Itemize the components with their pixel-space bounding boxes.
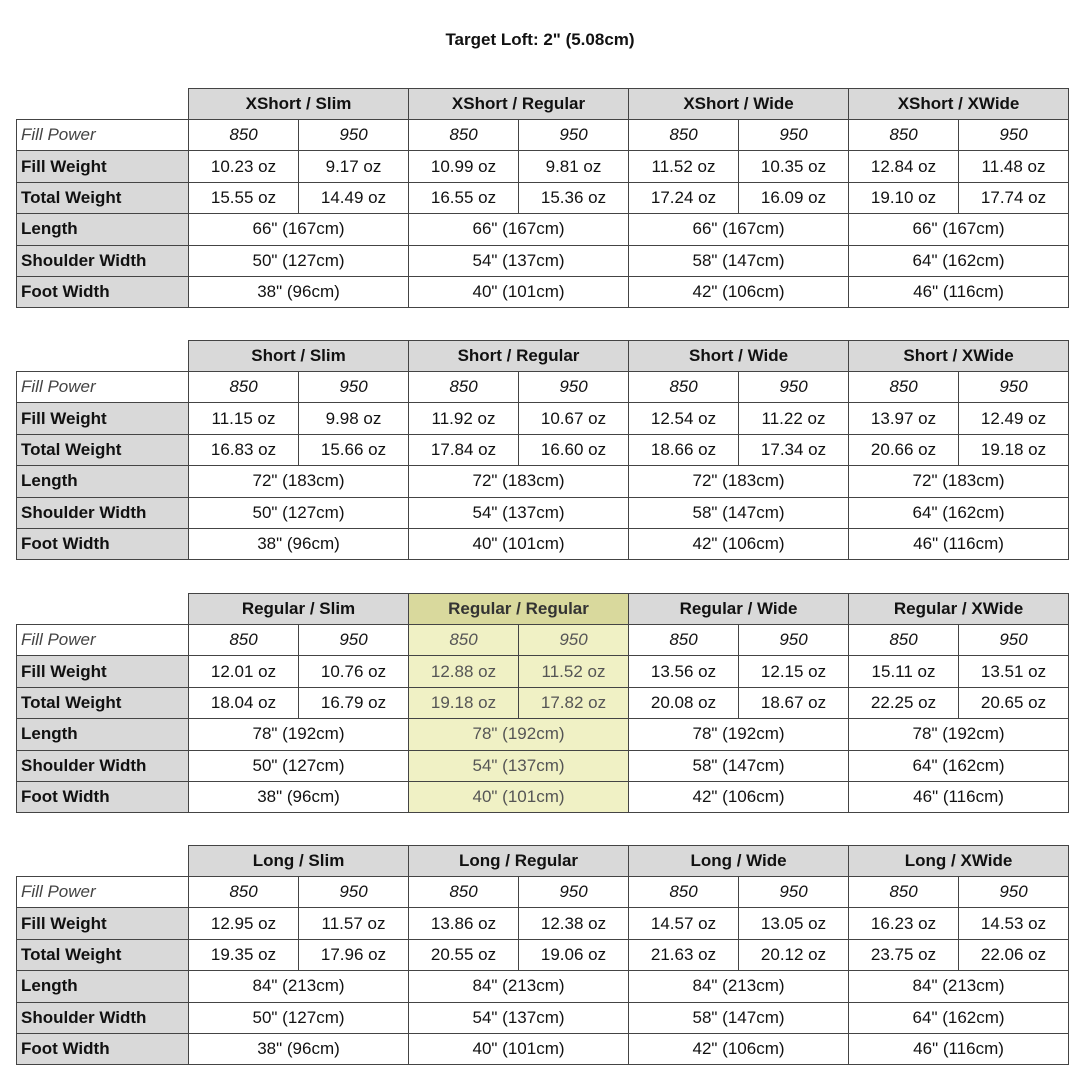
row-label: Length: [17, 466, 189, 497]
value-cell: 12.54 oz: [629, 403, 739, 434]
value-cell: 84" (213cm): [189, 971, 409, 1002]
corner-blank: [17, 341, 189, 372]
value-cell: 46" (116cm): [849, 528, 1069, 559]
value-cell: 9.81 oz: [519, 151, 629, 182]
value-cell: 58" (147cm): [629, 245, 849, 276]
value-cell: 950: [299, 372, 409, 403]
value-cell: 15.55 oz: [189, 182, 299, 213]
table-header-row: [17, 594, 1069, 625]
value-cell: 42" (106cm): [629, 276, 849, 307]
value-cell: 58" (147cm): [629, 497, 849, 528]
value-cell: 850: [189, 372, 299, 403]
value-cell: 16.83 oz: [189, 434, 299, 465]
row-label: Total Weight: [17, 687, 189, 718]
value-cell: 64" (162cm): [849, 1002, 1069, 1033]
value-cell: 15.36 oz: [519, 182, 629, 213]
value-cell: 16.60 oz: [519, 434, 629, 465]
value-cell: 19.18 oz: [959, 434, 1069, 465]
size-header: Short / Regular: [409, 341, 629, 372]
table-row: [17, 877, 1069, 908]
row-label: Shoulder Width: [17, 245, 189, 276]
row-label: Fill Power: [17, 877, 189, 908]
value-cell: 20.65 oz: [959, 687, 1069, 718]
row-label: Foot Width: [17, 528, 189, 559]
value-cell: 20.66 oz: [849, 434, 959, 465]
table-row: [17, 1002, 1069, 1033]
size-header: Long / Wide: [629, 846, 849, 877]
value-cell: 850: [189, 625, 299, 656]
size-header: Long / XWide: [849, 846, 1069, 877]
value-cell: 17.84 oz: [409, 434, 519, 465]
row-label: Fill Weight: [17, 403, 189, 434]
table-row: [17, 625, 1069, 656]
value-cell: 64" (162cm): [849, 497, 1069, 528]
row-label: Foot Width: [17, 276, 189, 307]
size-table: [16, 88, 1069, 308]
value-cell: 58" (147cm): [629, 1002, 849, 1033]
table-row: [17, 151, 1069, 182]
row-label: Fill Power: [17, 372, 189, 403]
value-cell: 850: [849, 625, 959, 656]
value-cell: 14.57 oz: [629, 908, 739, 939]
value-cell: 850: [409, 877, 519, 908]
value-cell: 50" (127cm): [189, 245, 409, 276]
table-row: [17, 528, 1069, 559]
size-header: Short / XWide: [849, 341, 1069, 372]
value-cell: 850: [629, 120, 739, 151]
value-cell: 16.55 oz: [409, 182, 519, 213]
value-cell: 850: [849, 877, 959, 908]
value-cell: 72" (183cm): [629, 466, 849, 497]
value-cell: 38" (96cm): [189, 1033, 409, 1064]
value-cell: 66" (167cm): [189, 214, 409, 245]
row-label: Fill Power: [17, 120, 189, 151]
value-cell: 72" (183cm): [849, 466, 1069, 497]
value-cell: 11.15 oz: [189, 403, 299, 434]
table-row: [17, 497, 1069, 528]
corner-blank: [17, 89, 189, 120]
value-cell: 50" (127cm): [189, 1002, 409, 1033]
table-row: [17, 1033, 1069, 1064]
value-cell: 11.92 oz: [409, 403, 519, 434]
value-cell: 18.66 oz: [629, 434, 739, 465]
value-cell: 17.96 oz: [299, 939, 409, 970]
value-cell: 10.23 oz: [189, 151, 299, 182]
value-cell: 850: [189, 120, 299, 151]
value-cell: 12.88 oz: [409, 656, 519, 687]
value-cell: 850: [629, 372, 739, 403]
table-row: [17, 403, 1069, 434]
row-label: Fill Power: [17, 625, 189, 656]
value-cell: 9.17 oz: [299, 151, 409, 182]
size-header: XShort / Slim: [189, 89, 409, 120]
value-cell: 11.22 oz: [739, 403, 849, 434]
value-cell: 78" (192cm): [849, 719, 1069, 750]
row-label: Shoulder Width: [17, 750, 189, 781]
value-cell: 11.52 oz: [519, 656, 629, 687]
value-cell: 78" (192cm): [409, 719, 629, 750]
value-cell: 18.04 oz: [189, 687, 299, 718]
table-row: [17, 434, 1069, 465]
value-cell: 12.95 oz: [189, 908, 299, 939]
size-table: [16, 340, 1069, 560]
value-cell: 78" (192cm): [189, 719, 409, 750]
value-cell: 40" (101cm): [409, 528, 629, 559]
value-cell: 19.35 oz: [189, 939, 299, 970]
size-header: XShort / Regular: [409, 89, 629, 120]
value-cell: 66" (167cm): [849, 214, 1069, 245]
value-cell: 18.67 oz: [739, 687, 849, 718]
table-row: [17, 750, 1069, 781]
value-cell: 17.24 oz: [629, 182, 739, 213]
size-header: XShort / XWide: [849, 89, 1069, 120]
row-label: Foot Width: [17, 1033, 189, 1064]
row-label: Shoulder Width: [17, 497, 189, 528]
value-cell: 21.63 oz: [629, 939, 739, 970]
corner-blank: [17, 594, 189, 625]
size-header: Short / Wide: [629, 341, 849, 372]
table-row: [17, 372, 1069, 403]
value-cell: 50" (127cm): [189, 750, 409, 781]
value-cell: 20.08 oz: [629, 687, 739, 718]
value-cell: 17.74 oz: [959, 182, 1069, 213]
value-cell: 84" (213cm): [849, 971, 1069, 1002]
page-title: Target Loft: 2" (5.08cm): [445, 30, 635, 49]
value-cell: 950: [739, 877, 849, 908]
value-cell: 950: [299, 877, 409, 908]
value-cell: 84" (213cm): [409, 971, 629, 1002]
size-header: Regular / XWide: [849, 594, 1069, 625]
row-label: Fill Weight: [17, 151, 189, 182]
value-cell: 22.25 oz: [849, 687, 959, 718]
value-cell: 950: [519, 877, 629, 908]
table-row: [17, 466, 1069, 497]
value-cell: 50" (127cm): [189, 497, 409, 528]
value-cell: 58" (147cm): [629, 750, 849, 781]
size-table: [16, 593, 1069, 813]
row-label: Total Weight: [17, 434, 189, 465]
value-cell: 42" (106cm): [629, 781, 849, 812]
value-cell: 64" (162cm): [849, 245, 1069, 276]
value-cell: 14.53 oz: [959, 908, 1069, 939]
table-row: [17, 182, 1069, 213]
value-cell: 72" (183cm): [409, 466, 629, 497]
value-cell: 19.18 oz: [409, 687, 519, 718]
value-cell: 13.86 oz: [409, 908, 519, 939]
value-cell: 38" (96cm): [189, 781, 409, 812]
value-cell: 13.56 oz: [629, 656, 739, 687]
size-header: Short / Slim: [189, 341, 409, 372]
row-label: Fill Weight: [17, 656, 189, 687]
value-cell: 11.57 oz: [299, 908, 409, 939]
table-row: [17, 971, 1069, 1002]
value-cell: 66" (167cm): [409, 214, 629, 245]
table-row: [17, 656, 1069, 687]
row-label: Length: [17, 971, 189, 1002]
size-header: Long / Regular: [409, 846, 629, 877]
value-cell: 78" (192cm): [629, 719, 849, 750]
table-header-row: [17, 341, 1069, 372]
value-cell: 42" (106cm): [629, 1033, 849, 1064]
value-cell: 950: [959, 625, 1069, 656]
table-header-row: [17, 89, 1069, 120]
value-cell: 13.51 oz: [959, 656, 1069, 687]
table-row: [17, 687, 1069, 718]
value-cell: 54" (137cm): [409, 750, 629, 781]
value-cell: 16.09 oz: [739, 182, 849, 213]
value-cell: 950: [959, 372, 1069, 403]
value-cell: 850: [409, 625, 519, 656]
value-cell: 15.66 oz: [299, 434, 409, 465]
value-cell: 850: [409, 372, 519, 403]
row-label: Fill Weight: [17, 908, 189, 939]
value-cell: 54" (137cm): [409, 245, 629, 276]
value-cell: 850: [629, 877, 739, 908]
value-cell: 72" (183cm): [189, 466, 409, 497]
value-cell: 850: [409, 120, 519, 151]
table-row: [17, 908, 1069, 939]
value-cell: 54" (137cm): [409, 497, 629, 528]
value-cell: 9.98 oz: [299, 403, 409, 434]
value-cell: 950: [519, 372, 629, 403]
table-row: [17, 214, 1069, 245]
value-cell: 38" (96cm): [189, 276, 409, 307]
value-cell: 46" (116cm): [849, 276, 1069, 307]
value-cell: 46" (116cm): [849, 1033, 1069, 1064]
value-cell: 950: [959, 877, 1069, 908]
row-label: Foot Width: [17, 781, 189, 812]
row-label: Total Weight: [17, 182, 189, 213]
value-cell: 11.52 oz: [629, 151, 739, 182]
corner-blank: [17, 846, 189, 877]
table-row: [17, 120, 1069, 151]
table-row: [17, 939, 1069, 970]
value-cell: 16.23 oz: [849, 908, 959, 939]
table-row: [17, 781, 1069, 812]
size-header: Regular / Wide: [629, 594, 849, 625]
value-cell: 17.82 oz: [519, 687, 629, 718]
value-cell: 15.11 oz: [849, 656, 959, 687]
value-cell: 40" (101cm): [409, 1033, 629, 1064]
value-cell: 84" (213cm): [629, 971, 849, 1002]
value-cell: 950: [959, 120, 1069, 151]
value-cell: 40" (101cm): [409, 276, 629, 307]
value-cell: 38" (96cm): [189, 528, 409, 559]
value-cell: 14.49 oz: [299, 182, 409, 213]
value-cell: 950: [519, 625, 629, 656]
value-cell: 40" (101cm): [409, 781, 629, 812]
value-cell: 20.12 oz: [739, 939, 849, 970]
table-row: [17, 245, 1069, 276]
value-cell: 22.06 oz: [959, 939, 1069, 970]
value-cell: 10.35 oz: [739, 151, 849, 182]
value-cell: 17.34 oz: [739, 434, 849, 465]
value-cell: 850: [849, 372, 959, 403]
value-cell: 850: [849, 120, 959, 151]
value-cell: 850: [189, 877, 299, 908]
value-cell: 23.75 oz: [849, 939, 959, 970]
row-label: Length: [17, 719, 189, 750]
table-header-row: [17, 846, 1069, 877]
size-header: Long / Slim: [189, 846, 409, 877]
value-cell: 11.48 oz: [959, 151, 1069, 182]
size-table: [16, 845, 1069, 1065]
value-cell: 950: [739, 120, 849, 151]
value-cell: 42" (106cm): [629, 528, 849, 559]
row-label: Length: [17, 214, 189, 245]
value-cell: 12.15 oz: [739, 656, 849, 687]
value-cell: 12.84 oz: [849, 151, 959, 182]
value-cell: 46" (116cm): [849, 781, 1069, 812]
value-cell: 54" (137cm): [409, 1002, 629, 1033]
value-cell: 10.76 oz: [299, 656, 409, 687]
table-row: [17, 719, 1069, 750]
size-header: XShort / Wide: [629, 89, 849, 120]
value-cell: 16.79 oz: [299, 687, 409, 718]
size-header: Regular / Slim: [189, 594, 409, 625]
size-header: Regular / Regular: [409, 594, 629, 625]
row-label: Shoulder Width: [17, 1002, 189, 1033]
row-label: Total Weight: [17, 939, 189, 970]
value-cell: 19.06 oz: [519, 939, 629, 970]
value-cell: 12.49 oz: [959, 403, 1069, 434]
value-cell: 12.01 oz: [189, 656, 299, 687]
value-cell: 19.10 oz: [849, 182, 959, 213]
value-cell: 950: [739, 625, 849, 656]
value-cell: 950: [739, 372, 849, 403]
value-cell: 13.05 oz: [739, 908, 849, 939]
value-cell: 950: [519, 120, 629, 151]
value-cell: 13.97 oz: [849, 403, 959, 434]
value-cell: 12.38 oz: [519, 908, 629, 939]
value-cell: 66" (167cm): [629, 214, 849, 245]
table-row: [17, 276, 1069, 307]
value-cell: 10.99 oz: [409, 151, 519, 182]
value-cell: 10.67 oz: [519, 403, 629, 434]
value-cell: 950: [299, 625, 409, 656]
value-cell: 64" (162cm): [849, 750, 1069, 781]
value-cell: 950: [299, 120, 409, 151]
value-cell: 850: [629, 625, 739, 656]
value-cell: 20.55 oz: [409, 939, 519, 970]
